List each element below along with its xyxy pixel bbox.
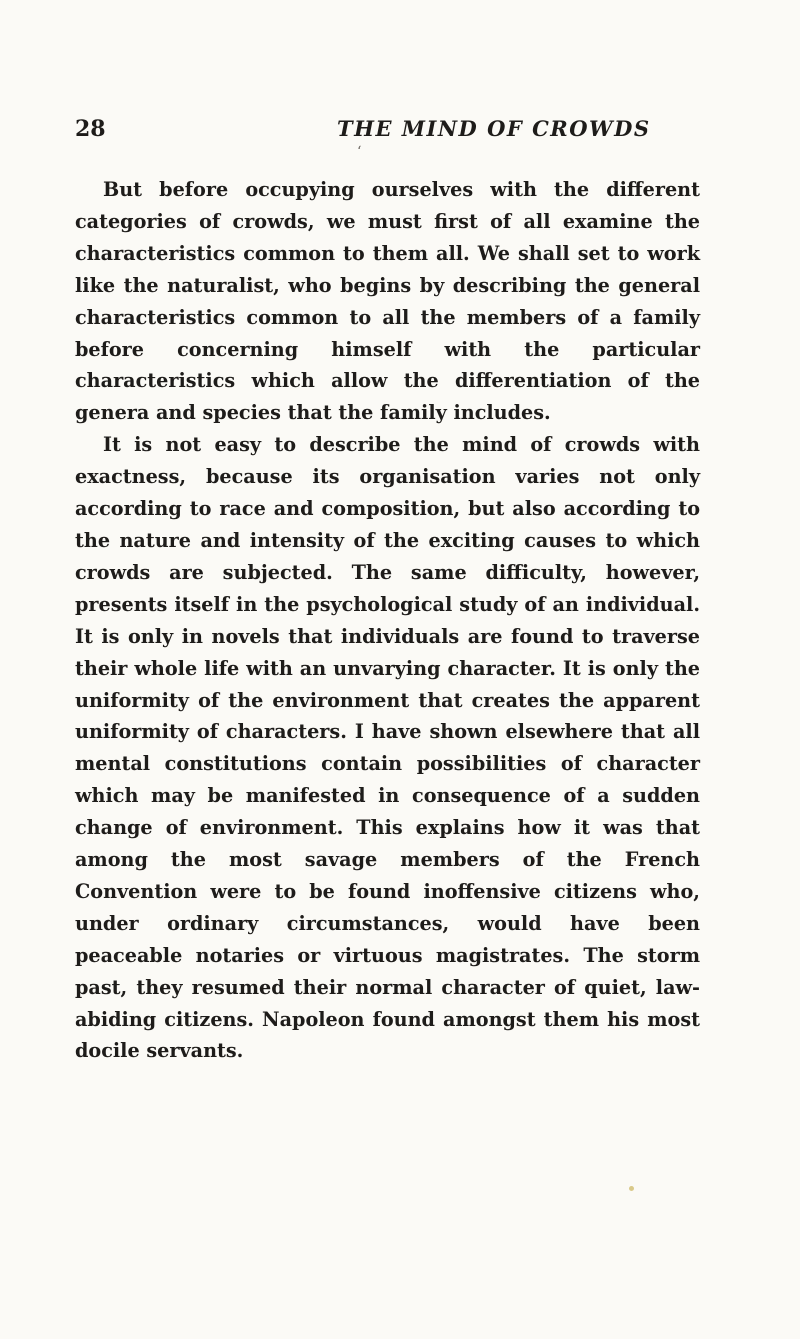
paragraph-2: It is not easy to describe the mind of crowds with exactness, because its organisation varies not only according to race and composition, but also according to the nature and intensity of the exciting causes to which crowds are subjected. The same difficulty, however, presents itself in the psychological study of an individual. It is only in novels that individuals are found to traverse their whole life with an unvarying character. It is only the uniformity of the environment that creates the apparent uniformity of characters. I have shown elsewhere that all mental constitutions contain possibilities of character which may be manifested in consequence of a sudden change of environment. This explains how it was that among the most savage members of the French Convention were to be found inoffensive citizens who, under ordinary circumstances, would have been peaceable notaries or virtuous magistrates. The storm past, they resumed their normal character of quiet, law-abiding citizens. Napoleon found amongst them his most docile servants. [75, 433, 700, 1063]
print-mark: ‘ [357, 144, 362, 160]
running-head [75, 116, 695, 146]
paragraph-1: But before occupying ourselves with the different categories of crowds, we must first of all examine the characteristics common to them all. We shall set to work like the naturalist, who begins by describing the general characteristics common to all the members of a family before concerning himself with the particular characteristics which allow the differentiation of the genera and species that the family includes. [75, 178, 700, 425]
running-title: THE MIND OF CROWDS [337, 116, 651, 141]
paper-speck [629, 1186, 634, 1191]
page-number: 28 [75, 116, 106, 142]
body-text [75, 174, 700, 1067]
